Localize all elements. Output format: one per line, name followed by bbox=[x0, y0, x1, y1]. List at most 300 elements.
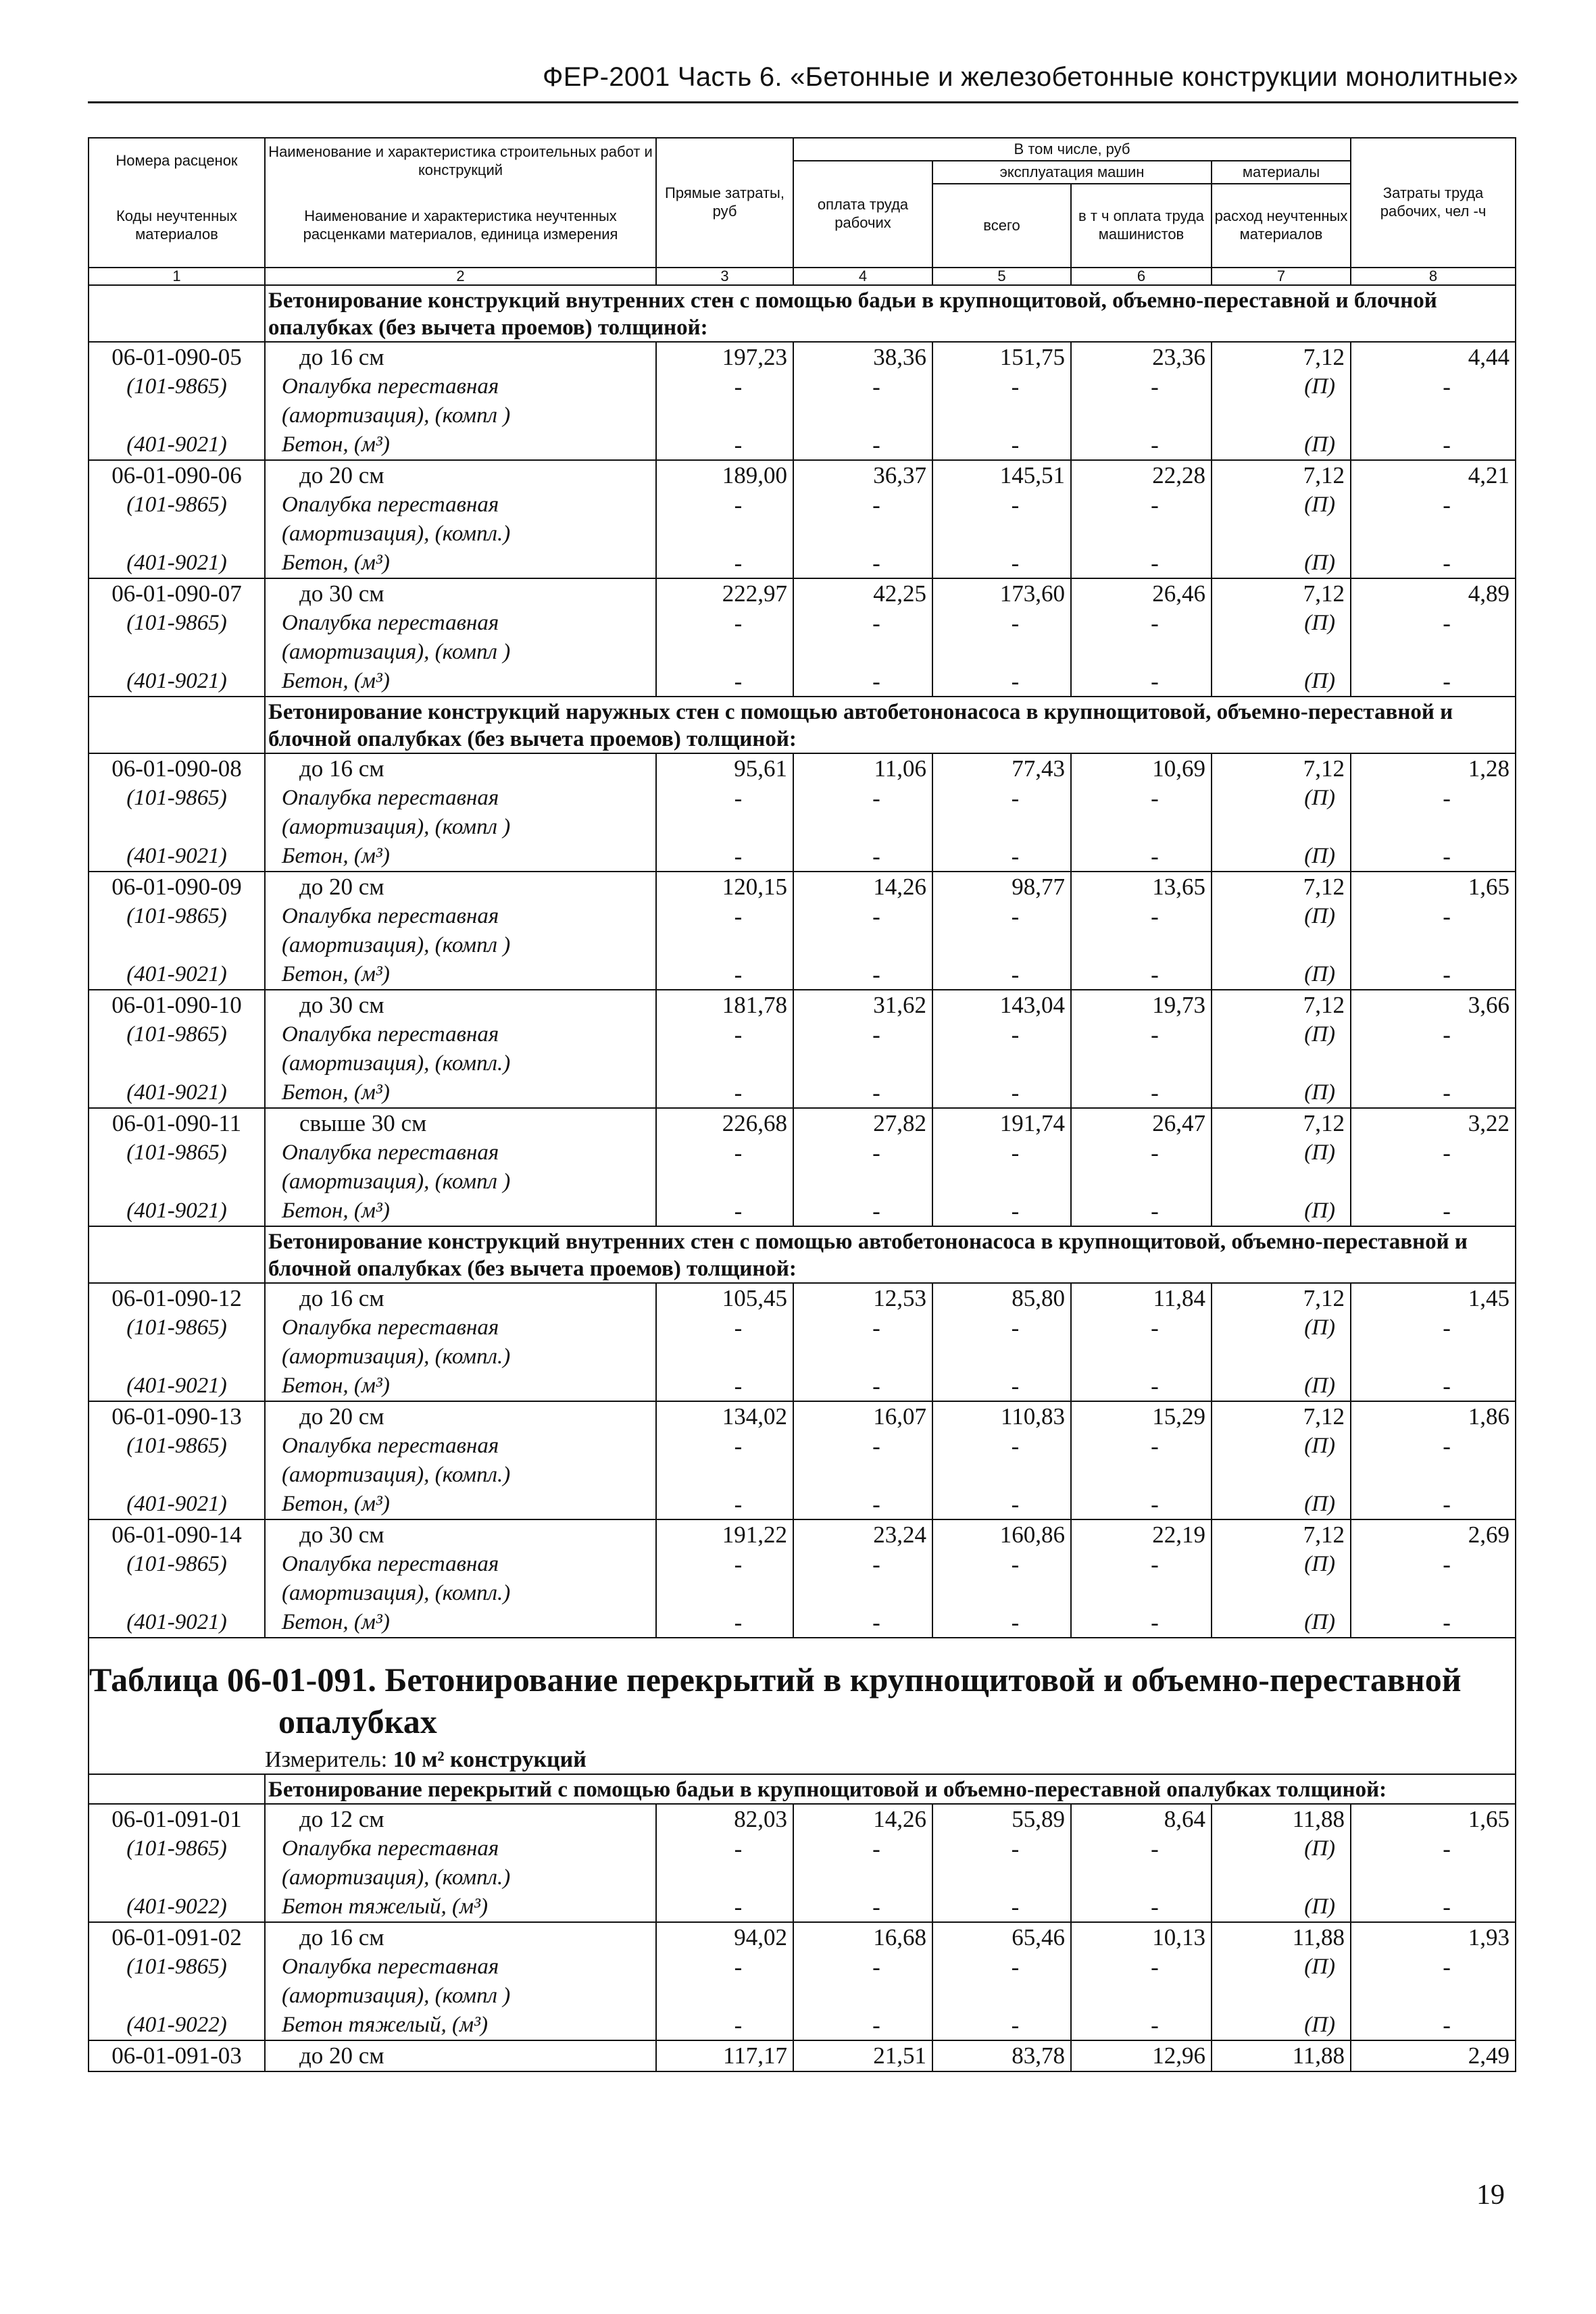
material-name: Бетон, (м³) bbox=[265, 549, 656, 578]
empty-cell bbox=[932, 1579, 1071, 1608]
empty-cell bbox=[1212, 1167, 1351, 1197]
material-code: (401-9021) bbox=[89, 1608, 265, 1638]
material-name: Бетон, (м³) bbox=[265, 960, 656, 990]
material-code: (101-9865) bbox=[89, 1138, 265, 1167]
empty-cell bbox=[1212, 1579, 1351, 1608]
machinist-pay: 26,47 bbox=[1071, 1108, 1212, 1138]
material-row-continued bbox=[89, 1342, 1516, 1372]
empty-cell bbox=[656, 813, 793, 842]
empty-cell bbox=[932, 1167, 1071, 1197]
project-mark: (П) bbox=[1212, 1608, 1351, 1638]
dash-cell: - bbox=[793, 430, 932, 460]
materials-cost: 11,88 bbox=[1212, 2040, 1351, 2071]
materials-cost: 7,12 bbox=[1212, 1519, 1351, 1550]
material-code: (101-9865) bbox=[89, 1432, 265, 1461]
dash-cell: - bbox=[1351, 430, 1516, 460]
machine-costs: 85,80 bbox=[932, 1283, 1071, 1313]
dash-cell: - bbox=[656, 1608, 793, 1638]
material-row-continued bbox=[89, 813, 1516, 842]
empty-cell bbox=[932, 813, 1071, 842]
direct-costs: 181,78 bbox=[656, 990, 793, 1020]
dash-cell: - bbox=[656, 491, 793, 520]
dash-cell: - bbox=[1071, 960, 1212, 990]
material-row bbox=[89, 1020, 1516, 1049]
empty-cell bbox=[1351, 401, 1516, 430]
header-rate-numbers: Номера расценок bbox=[89, 138, 265, 184]
empty-cell bbox=[89, 401, 265, 430]
material-row bbox=[89, 1892, 1516, 1922]
dash-cell: - bbox=[1351, 1138, 1516, 1167]
project-mark: (П) bbox=[1212, 1953, 1351, 1982]
work-name: до 20 см bbox=[265, 1401, 656, 1432]
material-row bbox=[89, 1432, 1516, 1461]
empty-cell bbox=[656, 1167, 793, 1197]
material-row bbox=[89, 549, 1516, 578]
dash-cell: - bbox=[1351, 960, 1516, 990]
material-code: (401-9022) bbox=[89, 2011, 265, 2040]
empty-cell bbox=[1351, 1461, 1516, 1490]
dash-cell: - bbox=[793, 960, 932, 990]
dash-cell: - bbox=[793, 609, 932, 638]
empty-cell bbox=[932, 638, 1071, 667]
dash-cell: - bbox=[793, 1197, 932, 1226]
dash-cell: - bbox=[656, 609, 793, 638]
dash-cell: - bbox=[1351, 609, 1516, 638]
empty-cell bbox=[656, 1461, 793, 1490]
dash-cell: - bbox=[932, 491, 1071, 520]
empty-cell bbox=[1071, 1863, 1212, 1892]
material-name: Бетон тяжелый, (м³) bbox=[265, 1892, 656, 1922]
empty-cell bbox=[1071, 931, 1212, 960]
labor-pay: 38,36 bbox=[793, 342, 932, 372]
material-name: Бетон, (м³) bbox=[265, 1197, 656, 1226]
labor-pay: 14,26 bbox=[793, 1804, 932, 1834]
empty-cell bbox=[793, 638, 932, 667]
dash-cell: - bbox=[1351, 1020, 1516, 1049]
measure bbox=[89, 1746, 1516, 1774]
material-name: Опалубка переставная bbox=[265, 1138, 656, 1167]
dash-cell: - bbox=[1071, 1138, 1212, 1167]
table-row bbox=[89, 342, 1516, 372]
material-code: (101-9865) bbox=[89, 1550, 265, 1579]
column-number: 1 bbox=[89, 268, 265, 285]
labor-pay: 16,07 bbox=[793, 1401, 932, 1432]
empty-cell bbox=[1351, 1579, 1516, 1608]
dash-cell: - bbox=[932, 842, 1071, 872]
material-code: (101-9865) bbox=[89, 1313, 265, 1342]
rate-code: 06-01-090-13 bbox=[89, 1401, 265, 1432]
column-number: 8 bbox=[1351, 268, 1516, 285]
table-row bbox=[89, 1401, 1516, 1432]
project-mark: (П) bbox=[1212, 1313, 1351, 1342]
material-row bbox=[89, 1197, 1516, 1226]
machine-costs: 191,74 bbox=[932, 1108, 1071, 1138]
labor-hours: 3,66 bbox=[1351, 990, 1516, 1020]
table-row bbox=[89, 753, 1516, 784]
dash-cell: - bbox=[932, 549, 1071, 578]
labor-hours: 1,65 bbox=[1351, 872, 1516, 902]
empty-cell bbox=[932, 520, 1071, 549]
empty-cell bbox=[793, 1167, 932, 1197]
column-number: 6 bbox=[1071, 268, 1212, 285]
labor-hours: 1,93 bbox=[1351, 1922, 1516, 1953]
material-name: Опалубка переставная bbox=[265, 1953, 656, 1982]
labor-hours: 2,69 bbox=[1351, 1519, 1516, 1550]
empty-cell bbox=[89, 520, 265, 549]
labor-hours: 2,49 bbox=[1351, 2040, 1516, 2071]
dash-cell: - bbox=[1071, 1197, 1212, 1226]
empty-cell bbox=[1351, 1982, 1516, 2011]
direct-costs: 226,68 bbox=[656, 1108, 793, 1138]
dash-cell: - bbox=[1071, 1313, 1212, 1342]
direct-costs: 197,23 bbox=[656, 342, 793, 372]
rate-code: 06-01-091-01 bbox=[89, 1804, 265, 1834]
project-mark: (П) bbox=[1212, 960, 1351, 990]
dash-cell: - bbox=[1071, 491, 1212, 520]
empty-cell bbox=[1351, 931, 1516, 960]
material-name-continued: (амортизация), (компл.) bbox=[265, 520, 656, 549]
dash-cell: - bbox=[1351, 2011, 1516, 2040]
project-mark: (П) bbox=[1212, 1078, 1351, 1108]
material-row bbox=[89, 1608, 1516, 1638]
machine-costs: 143,04 bbox=[932, 990, 1071, 1020]
dash-cell: - bbox=[1351, 549, 1516, 578]
material-name-continued: (амортизация), (компл.) bbox=[265, 1579, 656, 1608]
material-code: (401-9021) bbox=[89, 1078, 265, 1108]
material-row-continued bbox=[89, 1167, 1516, 1197]
material-name: Бетон тяжелый, (м³) bbox=[265, 2011, 656, 2040]
material-name: Опалубка переставная bbox=[265, 1313, 656, 1342]
dash-cell: - bbox=[1351, 491, 1516, 520]
materials-cost: 7,12 bbox=[1212, 342, 1351, 372]
material-code: (401-9021) bbox=[89, 960, 265, 990]
direct-costs: 105,45 bbox=[656, 1283, 793, 1313]
material-name: Опалубка переставная bbox=[265, 1550, 656, 1579]
table-row bbox=[89, 460, 1516, 491]
dash-cell: - bbox=[1071, 1953, 1212, 1982]
empty-cell bbox=[793, 1342, 932, 1372]
dash-cell: - bbox=[1351, 1197, 1516, 1226]
dash-cell: - bbox=[1071, 1020, 1212, 1049]
section-title-code-cell bbox=[89, 1774, 265, 1804]
section-title-code-cell bbox=[89, 1226, 265, 1283]
material-name-continued: (амортизация), (компл.) bbox=[265, 1863, 656, 1892]
empty-cell bbox=[1212, 638, 1351, 667]
project-mark: (П) bbox=[1212, 491, 1351, 520]
dash-cell: - bbox=[793, 1953, 932, 1982]
dash-cell: - bbox=[793, 1138, 932, 1167]
dash-cell: - bbox=[793, 2011, 932, 2040]
section-title-row bbox=[89, 1774, 1516, 1804]
header-machine-labor: в т ч оплата труда машинистов bbox=[1071, 184, 1212, 268]
dash-cell: - bbox=[1071, 1550, 1212, 1579]
dash-cell: - bbox=[932, 2011, 1071, 2040]
table-091-title-line: Таблица 06-01-091. Бетонирование перекрытий в крупнощитовой и объемно-переставной bbox=[89, 1661, 1462, 1699]
section-title: Бетонирование конструкций наружных стен с помощью автобетононасоса в крупнощитовой, объемно-переставной и блочной опалубках (без вычета проемов) толщиной: bbox=[265, 697, 1516, 753]
running-header: ФЕР-2001 Часть 6. «Бетонные и железобетонные конструкции монолитные» bbox=[543, 62, 1518, 92]
machinist-pay: 8,64 bbox=[1071, 1804, 1212, 1834]
empty-cell bbox=[1212, 1342, 1351, 1372]
material-row bbox=[89, 1953, 1516, 1982]
dash-cell: - bbox=[932, 1608, 1071, 1638]
empty-cell bbox=[793, 1982, 932, 2011]
dash-cell: - bbox=[932, 1953, 1071, 1982]
table-row bbox=[89, 1519, 1516, 1550]
machine-costs: 151,75 bbox=[932, 342, 1071, 372]
project-mark: (П) bbox=[1212, 1372, 1351, 1401]
dash-cell: - bbox=[932, 430, 1071, 460]
labor-pay: 12,53 bbox=[793, 1283, 932, 1313]
empty-cell bbox=[1071, 401, 1212, 430]
dash-cell: - bbox=[656, 667, 793, 697]
material-row bbox=[89, 960, 1516, 990]
dash-cell: - bbox=[932, 1197, 1071, 1226]
material-code: (101-9865) bbox=[89, 784, 265, 813]
material-name: Опалубка переставная bbox=[265, 1432, 656, 1461]
material-name-continued: (амортизация), (компл.) bbox=[265, 1049, 656, 1078]
dash-cell: - bbox=[793, 1432, 932, 1461]
labor-pay: 42,25 bbox=[793, 578, 932, 609]
empty-cell bbox=[1071, 1167, 1212, 1197]
section-title-code-cell bbox=[89, 285, 265, 342]
material-row-continued bbox=[89, 401, 1516, 430]
material-name: Опалубка переставная bbox=[265, 1020, 656, 1049]
material-row-continued bbox=[89, 1049, 1516, 1078]
work-name: до 16 см bbox=[265, 1283, 656, 1313]
material-code: (401-9021) bbox=[89, 1372, 265, 1401]
section-title-row bbox=[89, 697, 1516, 753]
project-mark: (П) bbox=[1212, 1432, 1351, 1461]
dash-cell: - bbox=[1071, 1372, 1212, 1401]
empty-cell bbox=[89, 1461, 265, 1490]
machine-costs: 160,86 bbox=[932, 1519, 1071, 1550]
rate-code: 06-01-090-11 bbox=[89, 1108, 265, 1138]
project-mark: (П) bbox=[1212, 667, 1351, 697]
dash-cell: - bbox=[793, 1372, 932, 1401]
table-row bbox=[89, 578, 1516, 609]
empty-cell bbox=[793, 1863, 932, 1892]
empty-cell bbox=[1351, 813, 1516, 842]
dash-cell: - bbox=[656, 372, 793, 401]
direct-costs: 222,97 bbox=[656, 578, 793, 609]
empty-cell bbox=[793, 1579, 932, 1608]
dash-cell: - bbox=[656, 430, 793, 460]
labor-hours: 1,45 bbox=[1351, 1283, 1516, 1313]
project-mark: (П) bbox=[1212, 1197, 1351, 1226]
work-name: до 30 см bbox=[265, 1519, 656, 1550]
material-code: (101-9865) bbox=[89, 609, 265, 638]
material-name: Бетон, (м³) bbox=[265, 1372, 656, 1401]
dash-cell: - bbox=[932, 1892, 1071, 1922]
material-row-continued bbox=[89, 1982, 1516, 2011]
materials-cost: 7,12 bbox=[1212, 1401, 1351, 1432]
material-row bbox=[89, 491, 1516, 520]
labor-hours: 4,21 bbox=[1351, 460, 1516, 491]
dash-cell: - bbox=[1351, 1313, 1516, 1342]
material-name: Опалубка переставная bbox=[265, 609, 656, 638]
measure-row bbox=[89, 1746, 1516, 1774]
material-name-continued: (амортизация), (компл ) bbox=[265, 813, 656, 842]
dash-cell: - bbox=[1071, 1432, 1212, 1461]
direct-costs: 134,02 bbox=[656, 1401, 793, 1432]
dash-cell: - bbox=[656, 784, 793, 813]
dash-cell: - bbox=[1351, 1892, 1516, 1922]
empty-cell bbox=[932, 1982, 1071, 2011]
empty-cell bbox=[1351, 1167, 1516, 1197]
header-machine-operation: эксплуатация машин bbox=[932, 161, 1212, 184]
work-name: до 20 см bbox=[265, 872, 656, 902]
dash-cell: - bbox=[1071, 1078, 1212, 1108]
dash-cell: - bbox=[793, 1608, 932, 1638]
dash-cell: - bbox=[932, 609, 1071, 638]
project-mark: (П) bbox=[1212, 1550, 1351, 1579]
direct-costs: 189,00 bbox=[656, 460, 793, 491]
dash-cell: - bbox=[656, 1313, 793, 1342]
material-row bbox=[89, 667, 1516, 697]
work-name: до 12 см bbox=[265, 1804, 656, 1834]
dash-cell: - bbox=[1071, 902, 1212, 931]
dash-cell: - bbox=[1351, 1078, 1516, 1108]
dash-cell: - bbox=[1351, 1953, 1516, 1982]
column-number: 3 bbox=[656, 268, 793, 285]
table-row bbox=[89, 2040, 1516, 2071]
material-row-continued bbox=[89, 1461, 1516, 1490]
project-mark: (П) bbox=[1212, 842, 1351, 872]
material-name: Бетон, (м³) bbox=[265, 1078, 656, 1108]
project-mark: (П) bbox=[1212, 372, 1351, 401]
dash-cell: - bbox=[656, 1197, 793, 1226]
empty-cell bbox=[793, 813, 932, 842]
section-title-row bbox=[89, 1226, 1516, 1283]
materials-cost: 7,12 bbox=[1212, 1283, 1351, 1313]
machine-costs: 98,77 bbox=[932, 872, 1071, 902]
dash-cell: - bbox=[656, 1834, 793, 1863]
measure-value: 10 м² конструкций bbox=[393, 1747, 587, 1772]
dash-cell: - bbox=[932, 1078, 1071, 1108]
header-materials-consumption: расход неучтенных материалов bbox=[1212, 184, 1351, 268]
direct-costs: 95,61 bbox=[656, 753, 793, 784]
material-row-continued bbox=[89, 638, 1516, 667]
dash-cell: - bbox=[932, 1372, 1071, 1401]
material-row bbox=[89, 784, 1516, 813]
table-row bbox=[89, 872, 1516, 902]
rate-code: 06-01-090-07 bbox=[89, 578, 265, 609]
dash-cell: - bbox=[656, 902, 793, 931]
direct-costs: 191,22 bbox=[656, 1519, 793, 1550]
dash-cell: - bbox=[1351, 1372, 1516, 1401]
header-machine-total: всего bbox=[932, 184, 1071, 268]
empty-cell bbox=[656, 1342, 793, 1372]
dash-cell: - bbox=[932, 784, 1071, 813]
material-name: Опалубка переставная bbox=[265, 372, 656, 401]
dash-cell: - bbox=[793, 1078, 932, 1108]
empty-cell bbox=[1212, 931, 1351, 960]
dash-cell: - bbox=[793, 784, 932, 813]
empty-cell bbox=[89, 931, 265, 960]
dash-cell: - bbox=[793, 372, 932, 401]
material-name-continued: (амортизация), (компл.) bbox=[265, 1342, 656, 1372]
labor-hours: 1,28 bbox=[1351, 753, 1516, 784]
material-name-continued: (амортизация), (компл ) bbox=[265, 1982, 656, 2011]
material-row bbox=[89, 842, 1516, 872]
project-mark: (П) bbox=[1212, 2011, 1351, 2040]
material-row bbox=[89, 1834, 1516, 1863]
material-code: (401-9021) bbox=[89, 1490, 265, 1519]
table-row bbox=[89, 990, 1516, 1020]
table-091-title-row bbox=[89, 1638, 1516, 1746]
dash-cell: - bbox=[793, 1892, 932, 1922]
material-code: (401-9021) bbox=[89, 667, 265, 697]
dash-cell: - bbox=[1071, 372, 1212, 401]
materials-cost: 7,12 bbox=[1212, 753, 1351, 784]
material-row bbox=[89, 609, 1516, 638]
dash-cell: - bbox=[932, 1138, 1071, 1167]
header-direct-costs: Прямые затраты, руб bbox=[656, 138, 793, 268]
material-row bbox=[89, 1490, 1516, 1519]
dash-cell: - bbox=[1071, 609, 1212, 638]
material-name-continued: (амортизация), (компл ) bbox=[265, 1167, 656, 1197]
empty-cell bbox=[793, 931, 932, 960]
dash-cell: - bbox=[1351, 1834, 1516, 1863]
material-code: (101-9865) bbox=[89, 1834, 265, 1863]
dash-cell: - bbox=[932, 1020, 1071, 1049]
header-work-name: Наименование и характеристика строительных работ и конструкций bbox=[265, 138, 656, 184]
empty-cell bbox=[656, 1579, 793, 1608]
empty-cell bbox=[1071, 1579, 1212, 1608]
page-number: 19 bbox=[1476, 2180, 1505, 2211]
dash-cell: - bbox=[1071, 2011, 1212, 2040]
dash-cell: - bbox=[1351, 372, 1516, 401]
project-mark: (П) bbox=[1212, 1020, 1351, 1049]
empty-cell bbox=[932, 1049, 1071, 1078]
measure-label: Измеритель: bbox=[265, 1747, 388, 1772]
project-mark: (П) bbox=[1212, 1892, 1351, 1922]
dash-cell: - bbox=[1071, 842, 1212, 872]
header-rule bbox=[88, 101, 1518, 103]
empty-cell bbox=[1351, 520, 1516, 549]
dash-cell: - bbox=[1071, 549, 1212, 578]
work-name: до 16 см bbox=[265, 342, 656, 372]
project-mark: (П) bbox=[1212, 1490, 1351, 1519]
empty-cell bbox=[1351, 1863, 1516, 1892]
dash-cell: - bbox=[793, 902, 932, 931]
empty-cell bbox=[89, 1167, 265, 1197]
direct-costs: 120,15 bbox=[656, 872, 793, 902]
empty-cell bbox=[1351, 1342, 1516, 1372]
material-row bbox=[89, 1078, 1516, 1108]
rate-code: 06-01-090-14 bbox=[89, 1519, 265, 1550]
direct-costs: 94,02 bbox=[656, 1922, 793, 1953]
empty-cell bbox=[793, 401, 932, 430]
dash-cell: - bbox=[1071, 1608, 1212, 1638]
table-row bbox=[89, 1804, 1516, 1834]
material-name: Бетон, (м³) bbox=[265, 842, 656, 872]
empty-cell bbox=[1071, 1982, 1212, 2011]
work-name: до 20 см bbox=[265, 2040, 656, 2071]
material-row bbox=[89, 372, 1516, 401]
dash-cell: - bbox=[656, 1953, 793, 1982]
machinist-pay: 22,19 bbox=[1071, 1519, 1212, 1550]
column-number: 2 bbox=[265, 268, 656, 285]
dash-cell: - bbox=[932, 960, 1071, 990]
table-091-title-line: опалубках bbox=[278, 1703, 437, 1740]
project-mark: (П) bbox=[1212, 430, 1351, 460]
material-row-continued bbox=[89, 520, 1516, 549]
material-code: (101-9865) bbox=[89, 1020, 265, 1049]
machine-costs: 83,78 bbox=[932, 2040, 1071, 2071]
labor-pay: 36,37 bbox=[793, 460, 932, 491]
machinist-pay: 22,28 bbox=[1071, 460, 1212, 491]
